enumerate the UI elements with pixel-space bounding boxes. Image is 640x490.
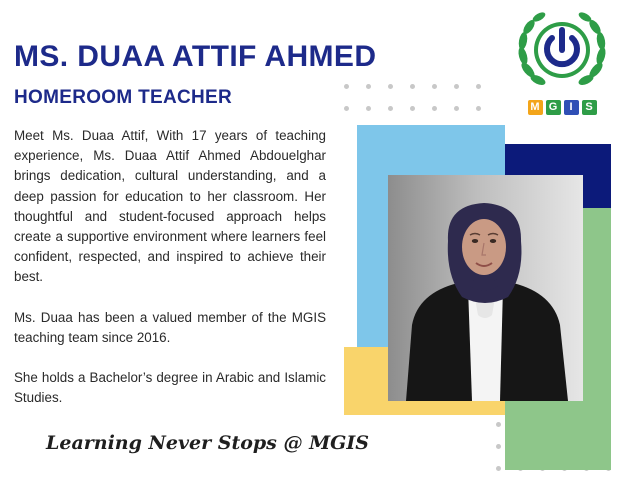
decor-dot — [476, 106, 481, 111]
school-logo — [514, 8, 610, 120]
teacher-role: HOMEROOM TEACHER — [14, 87, 233, 108]
decor-dot — [344, 106, 349, 111]
logo-letter-i: I — [564, 100, 579, 115]
teacher-name: MS. DUAA ATTIF AHMED — [14, 40, 377, 73]
decor-dot — [344, 84, 349, 89]
decor-dot — [366, 84, 371, 89]
decor-dot — [454, 84, 459, 89]
decor-dot — [476, 84, 481, 89]
logo-letter-m: M — [528, 100, 543, 115]
school-name-letters — [514, 100, 610, 115]
power-symbol-icon — [514, 8, 610, 98]
logo-letter-s: S — [582, 100, 597, 115]
decor-dot — [388, 84, 393, 89]
decor-dot — [388, 106, 393, 111]
dot-grid-top — [344, 84, 504, 124]
portrait-illustration — [388, 175, 583, 401]
bio-paragraph-degree: She holds a Bachelor’s degree in Arabic and Islamic Studies. — [14, 370, 326, 406]
logo-letter-g: G — [546, 100, 561, 115]
decor-dot — [432, 84, 437, 89]
decor-dot — [366, 106, 371, 111]
teacher-bio — [14, 126, 326, 428]
decor-dot — [496, 422, 501, 427]
bio-paragraph-intro: Meet Ms. Duaa Attif, With 17 years of teaching experience, Ms. Duaa Attif Ahmed Abdouelghar brings dedication, cultural understanding, and a deep passion for education to her classroom. Her thoughtful and student-focused approach helps create a supportive environment where learners feel confident, respected, and inspired to achieve their best. — [14, 128, 326, 285]
decor-dot — [410, 84, 415, 89]
teacher-portrait — [388, 175, 583, 401]
decor-dot — [410, 106, 415, 111]
bio-paragraph-tenure: Ms. Duaa has been a valued member of the MGIS teaching team since 2016. — [14, 309, 326, 345]
decor-dot — [432, 106, 437, 111]
tagline: Learning Never Stops @ MGIS — [46, 432, 369, 454]
decor-dot — [496, 444, 501, 449]
decor-dot — [454, 106, 459, 111]
decor-dot — [496, 466, 501, 471]
